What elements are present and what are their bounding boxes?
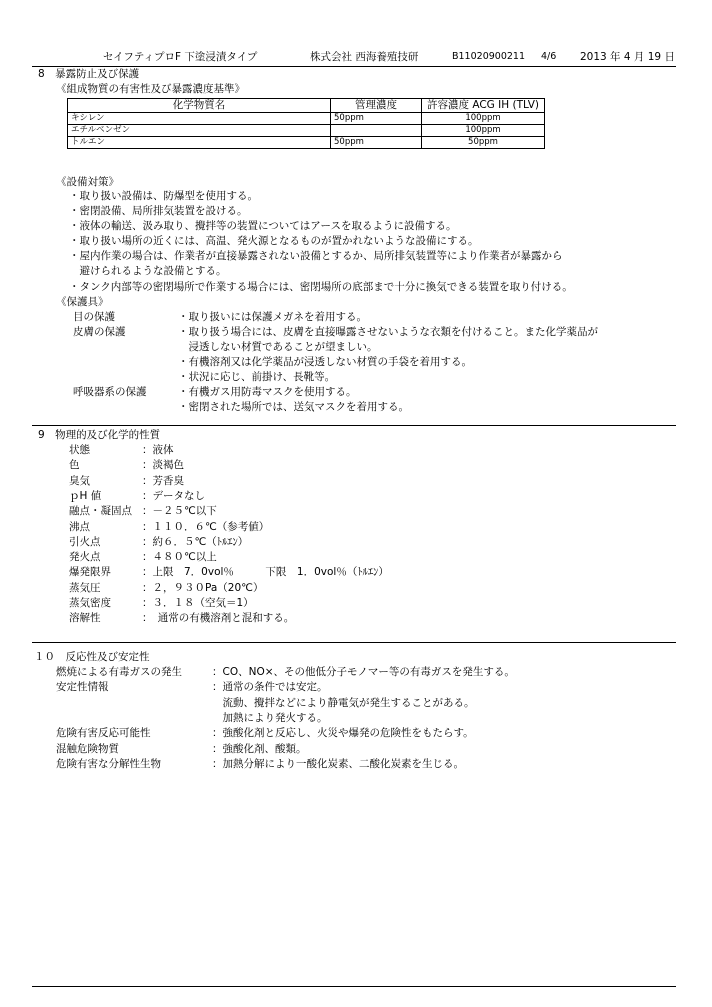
cell-control: 50ppm bbox=[331, 113, 422, 125]
header-divider bbox=[32, 66, 676, 67]
reactivity-label: 混触危険物質 bbox=[56, 742, 119, 755]
cell-substance: トルエン bbox=[68, 137, 331, 149]
section-divider bbox=[32, 642, 676, 643]
company-name: 株式会社 西海養殖技研 bbox=[310, 51, 419, 63]
exposure-table-header bbox=[68, 99, 545, 113]
ppe-skin-text: 浸透しない材質であることが望ましい。 bbox=[178, 341, 378, 353]
reactivity-value: 流動、攪拌などにより静電気が発生することがある。 bbox=[212, 696, 475, 709]
property-value: ：淡褐色 bbox=[142, 459, 184, 472]
cell-substance: エチルベンゼン bbox=[68, 125, 331, 137]
property-label: 溶解性 bbox=[69, 612, 101, 625]
property-label: 蒸気圧 bbox=[69, 581, 101, 594]
cell-tlv: 50ppm bbox=[422, 137, 545, 149]
property-label: 発火点 bbox=[69, 551, 101, 564]
equipment-line: ・密閉設備、局所排気装置を設ける。 bbox=[69, 205, 248, 217]
reactivity-label: 安定性情報 bbox=[56, 681, 109, 694]
property-label: 爆発限界 bbox=[69, 566, 111, 579]
property-label: 臭気 bbox=[69, 474, 90, 487]
cell-tlv: 100ppm bbox=[422, 125, 545, 137]
reactivity-label: 危険有害な分解性生物 bbox=[56, 757, 161, 770]
cell-tlv: 100ppm bbox=[422, 113, 545, 125]
header-tlv: 許容濃度 ACG IH (TLV) bbox=[422, 99, 545, 113]
equipment-line: 避けられるような設備とする。 bbox=[69, 265, 227, 277]
property-label: 沸点 bbox=[69, 520, 90, 533]
table-row bbox=[68, 137, 545, 149]
page-number: 4/6 bbox=[541, 51, 557, 62]
document-number: B11020900211 bbox=[452, 51, 526, 62]
section-divider bbox=[32, 425, 676, 426]
equipment-line: ・液体の輸送、汲み取り、攪拌等の装置についてはアースを取るように設備する。 bbox=[69, 220, 457, 232]
ppe-skin-label: 皮膚の保護 bbox=[73, 326, 126, 338]
ppe-eye-text: ・取り扱いには保護メガネを着用する。 bbox=[178, 311, 367, 323]
cell-control bbox=[331, 125, 422, 137]
reactivity-value: ：強酸化剤、酸類。 bbox=[212, 742, 307, 755]
table-row bbox=[68, 125, 545, 137]
header-control: 管理濃度 bbox=[331, 99, 422, 113]
product-name: セイフティプロF 下塗浸漬タイプ bbox=[103, 51, 258, 63]
ppe-respiratory-text: ・密閉された場所では、送気マスクを着用する。 bbox=[178, 401, 409, 413]
property-value: ：約６．５℃（ﾄﾙｴﾝ） bbox=[142, 535, 249, 548]
document-date: 2013 年 4 月 19 日 bbox=[580, 51, 675, 63]
reactivity-value: ：加熱分解により一酸化炭素、二酸化炭素を生じる。 bbox=[212, 757, 464, 770]
reactivity-value: ：CO、NO×、その他低分子モノマー等の有毒ガスを発生する。 bbox=[212, 666, 515, 678]
ppe-eye-label: 目の保護 bbox=[73, 311, 115, 323]
table-row bbox=[68, 113, 545, 125]
property-label: 融点・凝固点 bbox=[69, 505, 132, 518]
reactivity-label: 危険有害反応可能性 bbox=[56, 727, 151, 740]
property-label: 色 bbox=[69, 459, 80, 472]
property-value: ：液体 bbox=[142, 444, 174, 456]
ppe-skin-text: ・取り扱う場合には、皮膚を直接曝露させないような衣類を付けること。また化学薬品が bbox=[178, 326, 598, 338]
section-10-title: １０ 反応性及び安定性 bbox=[34, 651, 150, 663]
property-value: ：１１０．６℃（参考値） bbox=[142, 520, 270, 533]
reactivity-value: 加熱により発火する。 bbox=[212, 711, 328, 724]
property-value: ：２，９３０Pa（20℃） bbox=[142, 581, 264, 594]
property-value: ：上限 7．0vol％ 下限 1．0vol％（ﾄﾙｴﾝ） bbox=[142, 566, 389, 579]
ppe-respiratory-text: ・有機ガス用防毒マスクを使用する。 bbox=[178, 386, 357, 398]
property-value: ：３．１８（空気＝1） bbox=[142, 597, 254, 609]
reactivity-label: 燃焼による有毒ガスの発生 bbox=[56, 666, 182, 678]
property-label: 状態 bbox=[69, 444, 90, 456]
cell-control: 50ppm bbox=[331, 137, 422, 149]
ppe-skin-text: ・状況に応じ、前掛け、長靴等。 bbox=[178, 371, 336, 383]
header-substance: 化学物質名 bbox=[68, 99, 331, 113]
property-label: 蒸気密度 bbox=[69, 597, 111, 609]
property-value: ：４８０℃以上 bbox=[142, 551, 217, 564]
equipment-line: ・屋内作業の場合は、作業者が直接暴露されない設備とするか、局所排気装置等により作業者が暴露から bbox=[69, 250, 563, 262]
property-value: ：－２５℃以下 bbox=[142, 505, 217, 518]
cell-substance: キシレン bbox=[68, 113, 331, 125]
ppe-caption: 《保護具》 bbox=[56, 296, 109, 308]
property-label: 引火点 bbox=[69, 535, 101, 548]
equipment-caption: 《設備対策》 bbox=[56, 176, 119, 188]
exposure-table-caption: 《組成物質の有害性及び暴露濃度基準》 bbox=[56, 83, 245, 95]
equipment-line: ・タンク内部等の密閉場所で作業する場合には、密閉場所の底部まで十分に換気できる装置を取り付ける。 bbox=[69, 281, 573, 293]
ppe-respiratory-label: 呼吸器系の保護 bbox=[73, 386, 147, 398]
footer-divider bbox=[32, 986, 676, 987]
property-value: ：データなし bbox=[142, 489, 205, 502]
reactivity-value: ：通常の条件では安定。 bbox=[212, 681, 328, 694]
section-9-title: 9 物理的及び化学的性質 bbox=[38, 429, 161, 441]
section-8-title: 8 暴露防止及び保護 bbox=[38, 68, 140, 80]
equipment-line: ・取り扱い場所の近くには、高温、発火源となるものが置かれないような設備にする。 bbox=[69, 235, 479, 247]
exposure-table bbox=[67, 98, 545, 149]
property-value: ：芳香臭 bbox=[142, 474, 184, 487]
property-value: ： 通常の有機溶剤と混和する。 bbox=[142, 612, 295, 625]
reactivity-value: ：強酸化剤と反応し、火災や爆発の危険性をもたらす。 bbox=[212, 727, 474, 740]
ppe-skin-text: ・有機溶剤又は化学薬品が浸透しない材質の手袋を着用する。 bbox=[178, 356, 472, 368]
property-label: ｐH 値 bbox=[69, 489, 102, 502]
equipment-line: ・取り扱い設備は、防爆型を使用する。 bbox=[69, 190, 258, 202]
